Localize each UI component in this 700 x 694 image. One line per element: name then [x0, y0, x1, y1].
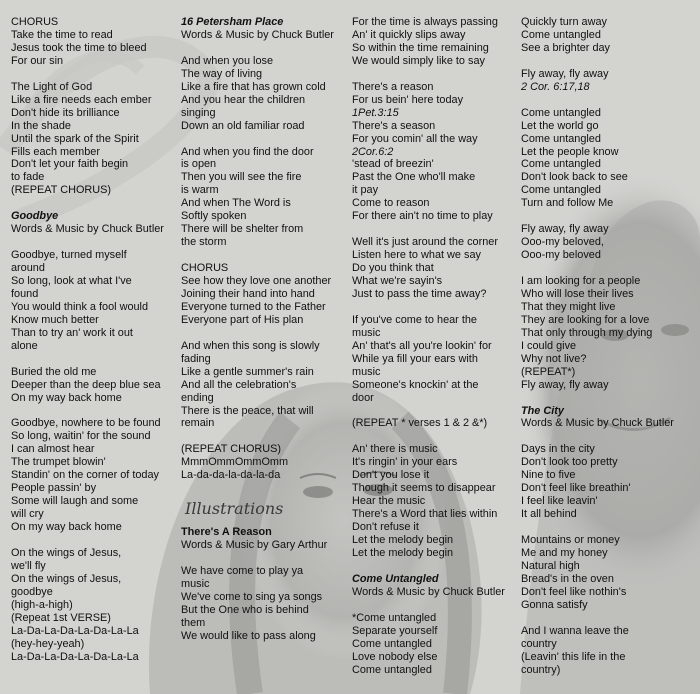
lyric-line: So within the time remaining	[352, 41, 489, 54]
song-title: 16 Petersham Place	[181, 16, 284, 28]
lyric-line: CHORUS	[11, 16, 59, 28]
lyric-line: For there ain't no time to play	[352, 210, 493, 223]
lyric-line: Words & Music by Chuck Butler	[11, 223, 164, 236]
lyric-line: Come untangled	[521, 28, 601, 41]
lyric-line: Natural high	[521, 559, 580, 572]
lyric-line: An' that's all you're lookin' for	[352, 339, 492, 352]
lyric-line: There is the peace, that will	[181, 404, 314, 417]
lyric-line: But the One who is behind	[181, 603, 309, 616]
lyric-line: Some will laugh and some	[11, 495, 139, 508]
lyric-line: Someone's knockin' at the	[352, 378, 479, 391]
song-title: Goodbye	[11, 210, 59, 223]
lyric-block	[521, 443, 674, 521]
lyric-line: (REPEAT CHORUS)	[11, 184, 112, 197]
lyric-line: On the wings of Jesus,	[11, 572, 122, 585]
lyric-block	[521, 405, 674, 431]
lyric-line: Don't you lose it	[352, 469, 430, 482]
lyric-line: Come to reason	[352, 197, 430, 210]
lyric-line: Don't feel like nothin's	[521, 585, 627, 598]
lyric-line: So long, look at what I've	[11, 275, 132, 288]
lyric-line: For our sin	[11, 54, 64, 67]
lyric-line: There's a reason	[352, 80, 434, 93]
lyric-line: On the wings of Jesus,	[11, 546, 122, 559]
lyric-line: (high-a-high)	[11, 598, 73, 611]
lyric-line: (hey-hey-yeah)	[11, 637, 85, 650]
lyric-line: music	[352, 365, 381, 378]
lyric-line: La-Da-La-Da-La-Da-La-La	[11, 624, 139, 637]
lyric-line: And when you lose	[181, 54, 274, 67]
lyric-line: Deeper than the deep blue sea	[11, 378, 161, 391]
lyric-line: For you comin' all the way	[352, 132, 478, 145]
lyric-line: door	[352, 391, 374, 404]
lyric-line: Softly spoken	[181, 210, 247, 223]
lyric-line: Me and my honey	[521, 546, 608, 559]
lyric-line: (Leavin' this life in the	[521, 650, 626, 663]
lyric-line: Fly away, fly away	[521, 67, 609, 80]
lyric-line: (REPEAT*)	[521, 365, 576, 378]
lyric-line: We have come to play ya	[181, 565, 304, 578]
lyric-line: And when this song is slowly	[181, 339, 320, 352]
lyric-line: Gonna satisfy	[521, 598, 588, 611]
lyric-line: found	[11, 287, 39, 300]
lyric-line: Like a fire that has grown cold	[181, 80, 326, 93]
lyric-line: Words & Music by Chuck Butler	[352, 585, 505, 598]
lyric-block	[352, 16, 505, 68]
lyric-line: Let the world go	[521, 119, 599, 132]
lyric-line: alone	[11, 339, 38, 352]
lyric-block	[521, 16, 674, 55]
lyric-line: We've come to sing ya songs	[181, 590, 323, 603]
song-title: There's A Reason	[181, 526, 272, 539]
lyric-block	[11, 366, 164, 405]
lyric-line: And when you find the door	[181, 145, 314, 158]
lyric-line: Fly away, fly away	[521, 223, 609, 236]
lyric-line: Come untangled	[521, 132, 601, 145]
lyric-block	[181, 443, 334, 482]
lyric-line: Goodbye, turned myself	[11, 249, 127, 262]
lyrics-column-1	[11, 16, 164, 664]
lyric-line: we'll fly	[11, 559, 46, 572]
lyric-line: around	[11, 262, 45, 275]
lyric-line: goodbye	[11, 585, 53, 598]
lyric-line: An' there is music	[352, 443, 438, 456]
lyric-line: Don't let your faith begin	[11, 158, 129, 171]
lyric-line: Hear the music	[352, 495, 426, 508]
lyric-line: Ooo-my beloved	[521, 249, 601, 262]
lyrics-column-2	[181, 16, 334, 643]
lyric-line: Don't feel like breathin'	[521, 482, 631, 495]
lyric-line: I feel like leavin'	[521, 495, 598, 508]
lyrics-column-4	[521, 16, 674, 676]
lyric-line: Come untangled	[352, 637, 432, 650]
lyric-line: Jesus took the time to bleed	[11, 41, 147, 54]
lyric-line: Words & Music by Chuck Butler	[181, 28, 334, 41]
lyric-line: Standin' on the corner of today	[11, 469, 159, 482]
lyric-line: And when The Word is	[181, 197, 291, 210]
lyric-line: (REPEAT * verses 1 & 2 &*)	[352, 417, 488, 430]
lyric-line: The Light of God	[11, 80, 93, 93]
lyric-line: MmmOmmOmmOmm	[181, 456, 289, 469]
lyric-block	[352, 236, 505, 301]
lyric-line: It's ringin' in your ears	[352, 456, 458, 469]
lyric-line: What we're sayin's	[352, 275, 443, 288]
lyric-line: We would like to pass along	[181, 629, 316, 642]
lyric-line: If you've come to hear the	[352, 313, 477, 326]
lyric-line: Until the spark of the Spirit	[11, 132, 139, 145]
lyric-line: CHORUS	[181, 262, 229, 275]
lyric-line: On my way back home	[11, 521, 122, 534]
lyric-block	[521, 223, 674, 262]
lyric-block	[11, 417, 164, 534]
lyric-line: Separate yourself	[352, 624, 438, 637]
lyric-line: them	[181, 616, 206, 629]
lyric-line: Why not live?	[521, 352, 587, 365]
lyric-block	[181, 262, 334, 327]
illustrations-script-heading: Illustrations	[185, 499, 284, 519]
lyric-line: Come untangled	[521, 158, 601, 171]
lyric-block	[11, 210, 164, 236]
lyric-line: Everyone part of His plan	[181, 313, 304, 326]
lyric-line: Down an old familiar road	[181, 119, 305, 132]
lyric-block	[181, 146, 334, 250]
scripture-reference: 1Pet.3:15	[352, 106, 399, 119]
lyric-line: See how they love one another	[181, 275, 332, 288]
lyric-line: The way of living	[181, 67, 263, 80]
lyric-line: Let the people know	[521, 145, 619, 158]
lyric-line: Days in the city	[521, 443, 595, 456]
lyric-line: fading	[181, 352, 211, 365]
lyric-block	[11, 249, 164, 353]
lyric-line: is open	[181, 158, 217, 171]
lyric-line: Mountains or money	[521, 534, 620, 547]
lyric-line: We would simply like to say	[352, 54, 485, 67]
lyric-line: And all the celebration's	[181, 378, 297, 391]
lyric-line: Like a gentle summer's rain	[181, 365, 314, 378]
lyric-block	[181, 526, 334, 552]
lyric-line: Let the melody begin	[352, 547, 454, 559]
lyric-block	[352, 573, 505, 599]
lyric-block	[521, 275, 674, 392]
lyric-line: You would think a fool would	[11, 300, 149, 313]
lyric-line: Come untangled	[521, 184, 601, 197]
lyric-line: Then you will see the fire	[181, 171, 302, 184]
lyric-line: Do you think that	[352, 262, 434, 275]
lyric-line: For the time is always passing	[352, 16, 498, 28]
lyric-line: Turn and follow Me	[521, 197, 614, 210]
lyric-line: An' it quickly slips away	[352, 28, 466, 41]
lyric-line: I could give	[521, 339, 577, 352]
lyric-line: is warm	[181, 184, 219, 197]
lyric-line: Come untangled	[352, 663, 432, 676]
lyric-line: Bread's in the oven	[521, 572, 614, 585]
lyric-line: The trumpet blowin'	[11, 456, 106, 469]
lyric-line: On my way back home	[11, 391, 122, 404]
lyric-line: Who will lose their lives	[521, 287, 634, 300]
lyric-block	[521, 68, 674, 94]
lyric-line: Let the melody begin	[352, 534, 454, 547]
lyric-block	[352, 417, 505, 430]
song-title: Come Untangled	[352, 572, 439, 585]
lyric-line: *Come untangled	[352, 611, 437, 624]
lyric-line: Love nobody else	[352, 650, 438, 663]
lyric-line: Quickly turn away	[521, 16, 607, 28]
lyric-line: And I wanna leave the	[521, 624, 629, 637]
lyric-line: People passin' by	[11, 482, 97, 495]
lyric-line: will cry	[11, 508, 44, 521]
lyric-line: music	[352, 326, 381, 339]
lyric-line: Joining their hand into hand	[181, 287, 315, 300]
lyric-line: I am looking for a people	[521, 275, 641, 287]
lyric-line: Buried the old me	[11, 365, 97, 378]
lyric-line: (Repeat 1st VERSE)	[11, 611, 111, 624]
lyric-line: Though it seems to disappear	[352, 482, 496, 495]
lyric-block	[181, 340, 334, 431]
lyric-line: There's a Word that lies within	[352, 508, 498, 521]
lyric-line: For us bein' here today	[352, 93, 464, 106]
lyric-block	[11, 16, 164, 68]
lyric-block	[521, 107, 674, 211]
lyric-line: So long, waitin' for the sound	[11, 430, 151, 443]
lyric-line: Nine to five	[521, 469, 576, 482]
lyric-line: Listen here to what we say	[352, 249, 481, 262]
lyric-line: Than to try an' work it out	[11, 326, 133, 339]
lyric-line: Come untangled	[521, 106, 601, 119]
lyric-line: to fade	[11, 171, 45, 184]
lyric-line: 'stead of breezin'	[352, 158, 434, 171]
lyric-line: Don't look too pretty	[521, 456, 618, 469]
scripture-reference: 2 Cor. 6:17,18	[521, 80, 590, 93]
lyric-block	[352, 443, 505, 560]
lyric-line: ending	[181, 391, 214, 404]
lyric-line: music	[181, 577, 210, 590]
lyric-line: Words & Music by Chuck Butler	[521, 417, 674, 430]
lyric-line: While ya fill your ears with	[352, 352, 478, 365]
lyric-line: Take the time to read	[11, 28, 113, 41]
lyric-block	[352, 314, 505, 405]
lyric-line: Ooo-my beloved,	[521, 236, 604, 249]
lyric-line: It all behind	[521, 508, 577, 521]
lyric-line: the storm	[181, 236, 227, 249]
lyric-line: Goodbye, nowhere to be found	[11, 417, 161, 430]
lyric-line: They are looking for a love	[521, 313, 650, 326]
lyric-block	[181, 16, 334, 42]
lyric-line: Don't hide its brilliance	[11, 106, 120, 119]
lyric-line: There will be shelter from	[181, 223, 304, 236]
lyric-line: country)	[521, 663, 561, 676]
lyric-line: La-da-da-la-da-la-da	[181, 469, 281, 482]
lyric-line: Just to pass the time away?	[352, 287, 487, 300]
scripture-reference: 2Cor.6:2	[352, 145, 394, 158]
song-title: The City	[521, 404, 564, 417]
lyrics-column-3	[352, 16, 505, 677]
lyric-block	[181, 55, 334, 133]
lyric-line: Words & Music by Gary Arthur	[181, 539, 328, 552]
lyric-line: (REPEAT CHORUS)	[181, 443, 282, 456]
lyric-line: country	[521, 637, 557, 650]
lyric-line: Fills each member	[11, 145, 100, 158]
lyric-block	[352, 612, 505, 677]
lyric-line: it pay	[352, 184, 379, 197]
lyric-line: That they might live	[521, 300, 616, 313]
lyric-block	[11, 81, 164, 198]
lyric-line: See a brighter day	[521, 41, 610, 54]
lyric-line: singing	[181, 106, 216, 119]
lyric-line: Everyone turned to the Father	[181, 300, 326, 313]
lyric-line: I can almost hear	[11, 443, 95, 456]
lyric-line: Fly away, fly away	[521, 378, 609, 391]
lyric-line: Don't look back to see	[521, 171, 628, 184]
lyric-block	[521, 534, 674, 612]
lyric-block	[521, 625, 674, 677]
lyric-line: That only through my dying	[521, 326, 653, 339]
lyric-line: Don't refuse it	[352, 521, 419, 534]
lyric-line: In the shade	[11, 119, 71, 132]
lyric-line: Know much better	[11, 313, 99, 326]
lyric-line: La-Da-La-Da-La-Da-La-La	[11, 650, 139, 663]
lyric-line: Past the One who'll make	[352, 171, 476, 184]
lyric-line: And you hear the children	[181, 93, 306, 106]
lyric-line: Well it's just around the corner	[352, 236, 498, 249]
lyric-line: There's a season	[352, 119, 436, 132]
lyric-line: Like a fire needs each ember	[11, 93, 152, 106]
lyric-block	[11, 547, 164, 664]
lyric-line: remain	[181, 417, 215, 430]
lyric-block	[352, 81, 505, 223]
lyric-block	[181, 565, 334, 643]
